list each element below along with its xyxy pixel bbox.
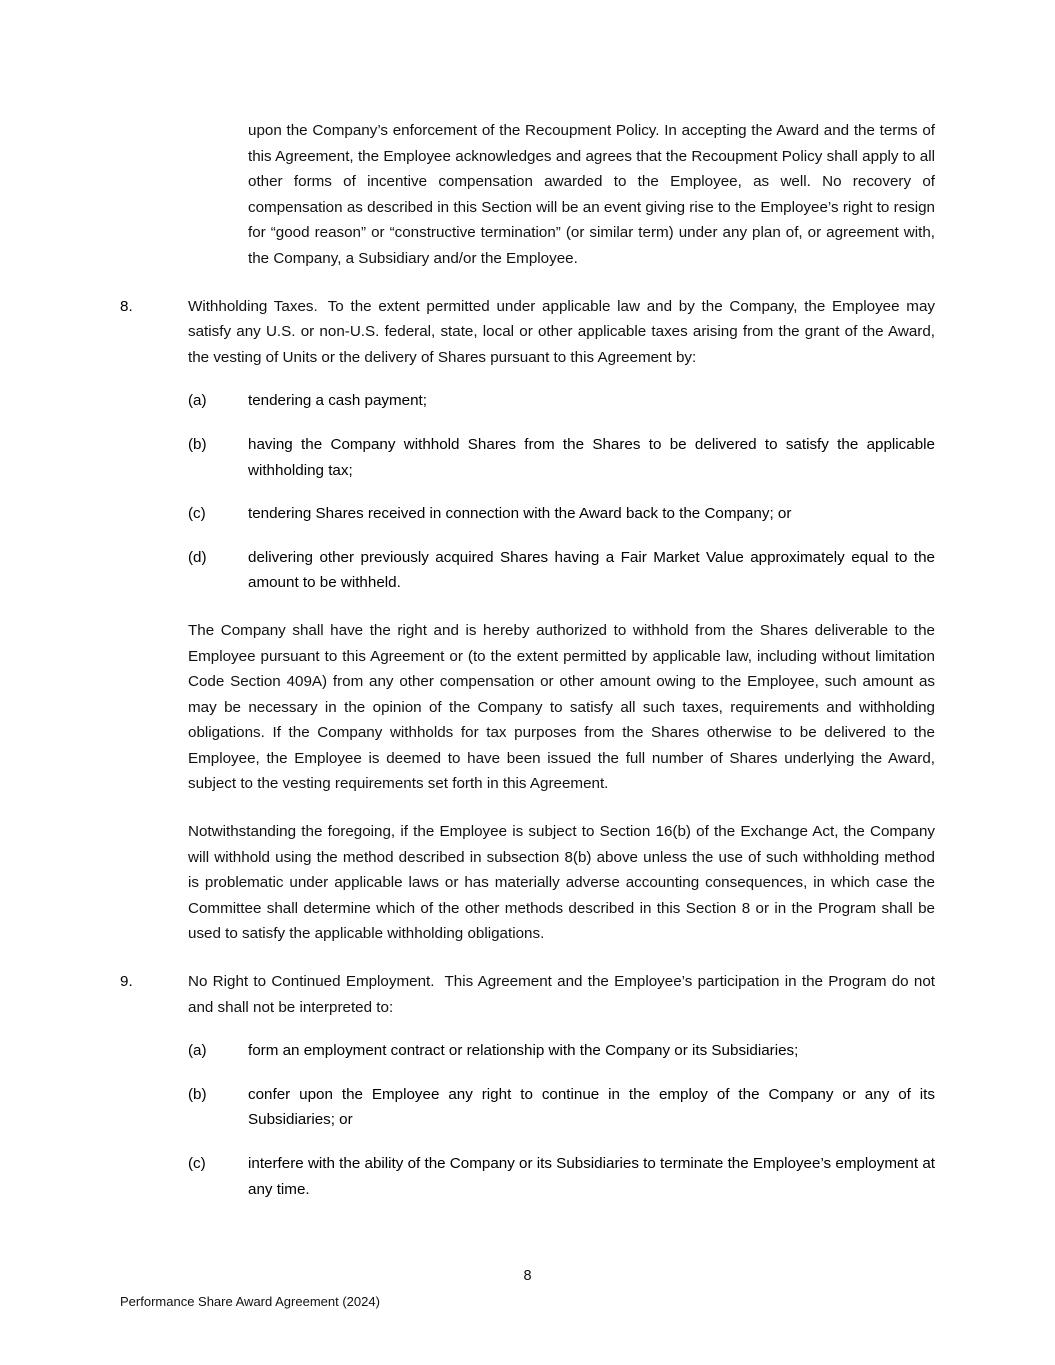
section-9-subitem-a [188, 1038, 935, 1064]
section-8-paragraphs [188, 618, 935, 947]
section-9-number: 9. [120, 973, 133, 991]
continuation-paragraph: upon the Company’s enforcement of the Recoupment Policy. In accepting the Award and the terms of this Agreement, the Employee acknowledges and agrees that the Recoupment Policy shall apply to all other forms of incentive compensation awarded to the Employee, as well. No recovery of compensation as described in this Section will be an event giving rise to the Employee’s right to resign for “good reason” or “constructive termination” (or similar term) under any plan of, or agreement with, the Company, a Subsidiary and/or the Employee. [248, 122, 935, 267]
section-8-subitem-d [188, 545, 935, 596]
section-8-subitem-c [188, 501, 935, 527]
section-8-body [188, 294, 935, 371]
section-8-subitem-a [188, 388, 935, 414]
section-9 [120, 969, 935, 1020]
subitem-letter: (d) [188, 548, 207, 566]
subitem-letter: (b) [188, 1085, 207, 1103]
section-8-intro-text: To the extent permitted under applicable law and by the Company, the Employee may satisfy any U.S. or non-U.S. federal, state, local or other applicable taxes arising from the grant of the Award, the vesting of Units or the delivery of Shares pursuant to this Agreement by: [188, 297, 936, 366]
subitem-text: form an employment contract or relationship with the Company or its Subsidiaries; [248, 1042, 799, 1060]
section-8-intro-paragraph [188, 294, 935, 371]
subitem-letter: (b) [188, 435, 207, 453]
footer-note: Performance Share Award Agreement (2024) [120, 1294, 380, 1309]
subitem-text: confer upon the Employee any right to continue in the employ of the Company or any of its Subsidiaries; or [248, 1085, 935, 1129]
subitem-text: tendering Shares received in connection with the Award back to the Company; or [248, 505, 792, 523]
section-8-subitem-b [188, 432, 935, 483]
section-9-heading: No Right to Continued Employment. [188, 973, 435, 991]
subitem-text: tendering a cash payment; [248, 392, 427, 410]
section-8-paragraph-2: Notwithstanding the foregoing, if the Employee is subject to Section 16(b) of the Exchange Act, the Company will withhold using the method described in subsection 8(b) above unless the use of such withholding method is problematic under applicable laws or has materially adverse accounting consequences, in which case the Committee shall determine which of the other methods described in this Section 8 or in the Program shall be used to satisfy the applicable withholding obligations. [188, 823, 935, 943]
section-9-subitem-b [188, 1082, 935, 1133]
section-9-subitem-c [188, 1151, 935, 1202]
continuation-paragraph-block [248, 118, 935, 272]
page-number: 8 [523, 1268, 532, 1284]
subitem-letter: (c) [188, 1155, 206, 1172]
subitem-letter: (a) [188, 392, 207, 410]
page-content [120, 118, 935, 1202]
section-8 [120, 294, 935, 371]
section-8-paragraph-1: The Company shall have the right and is hereby authorized to withhold from the Shares deliverable to the Employee pursuant to this Agreement or (to the extent permitted by applicable law, including without limitation Code Section 409A) from any other compensation or other amount owing to the Employee, such amount as may be necessary in the opinion of the Company to satisfy all such taxes, requirements and withholding obligations. If the Company withholds for tax purposes from the Shares otherwise to be delivered to the Employee, the Employee is deemed to have been issued the full number of Shares underlying the Award, subject to the vesting requirements set forth in this Agreement. [188, 621, 935, 793]
subitem-letter: (c) [188, 505, 206, 523]
section-8-number: 8. [120, 297, 133, 315]
subitem-text: interfere with the ability of the Company or its Subsidiaries to terminate the Employee’s employment at any time. [248, 1155, 935, 1198]
section-9-body [188, 969, 935, 1020]
subitem-letter: (a) [188, 1042, 207, 1060]
subitem-text: delivering other previously acquired Shares having a Fair Market Value approximately equal to the amount to be withheld. [248, 548, 935, 592]
subitem-text: having the Company withhold Shares from the Shares to be delivered to satisfy the applicable withholding tax; [248, 435, 935, 479]
section-8-heading: Withholding Taxes. [188, 297, 318, 315]
section-9-intro-paragraph [188, 969, 935, 1020]
section-9-intro-text: This Agreement and the Employee’s participation in the Program do not and shall not be interpreted to: [188, 973, 936, 1016]
